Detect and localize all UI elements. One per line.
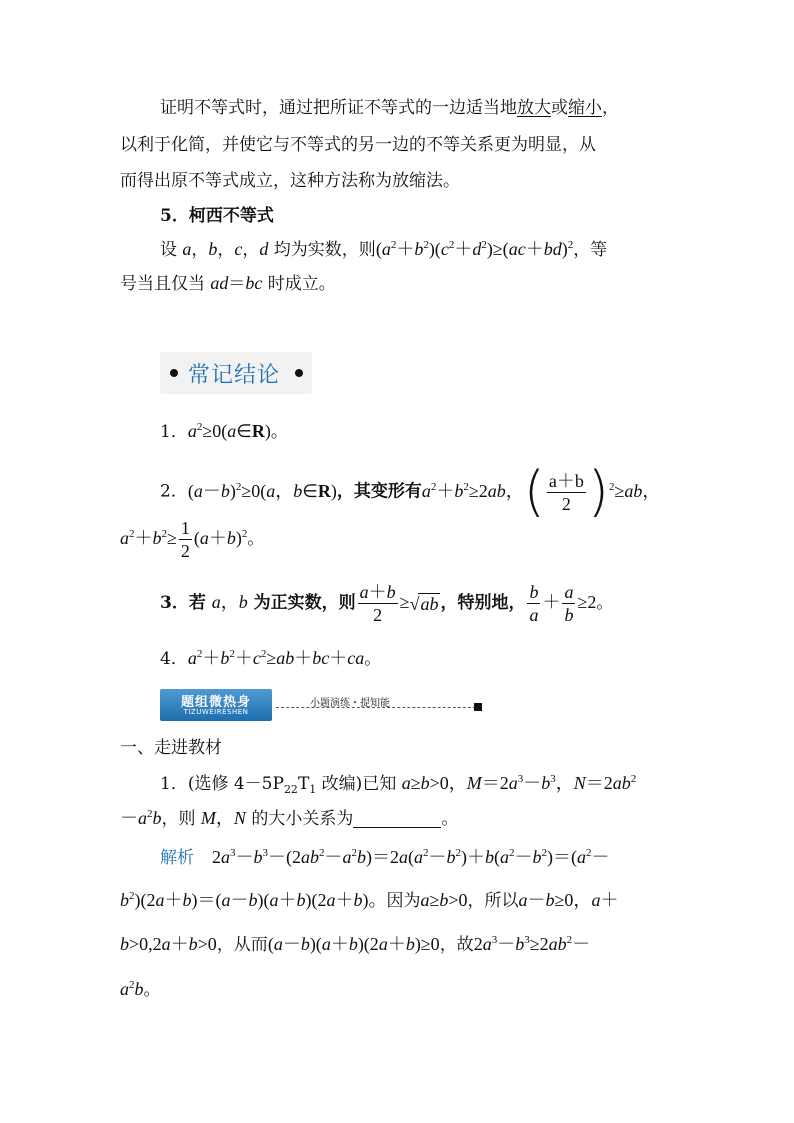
cauchy-text: 设 xyxy=(160,240,183,260)
result-3-tail: 。 xyxy=(596,593,614,613)
section-heading-box xyxy=(160,352,312,394)
banner-title: 题组微热身 xyxy=(180,695,251,710)
cauchy-text-4: 号当且仅当 xyxy=(120,274,211,294)
solution-line4: $a^2b$。 xyxy=(120,979,161,1000)
result-1-num: 1． xyxy=(160,422,188,442)
q1-text-e: 的大小关系为 xyxy=(245,809,354,829)
frac-den: 2 xyxy=(180,541,190,561)
section-heading: 常记结论 xyxy=(188,363,281,388)
result-3-text-2: ，特别地， xyxy=(440,593,526,613)
cauchy-text-3: ，等 xyxy=(573,240,608,260)
solution-line1: 解析 $2a^3-b^3-(2ab^2-a^2b)=2a(a^2-b^2)+b(a^2-b^2)=(a^2-$ xyxy=(160,847,610,868)
result-4: 4．$a^2+b^2+c^2\ge ab+bc+ca$。 xyxy=(160,648,382,669)
result-2-tail: 。 xyxy=(247,529,265,549)
solution-line2: $b^2)(2a+b)=(a-b)(a+b)(2a+b)$。因为a≥b>0，所以a－b≥0，a＋ xyxy=(120,890,619,911)
cauchy-formula: $(a^2+b^2)(c^2+d^2)\ge(ac+bd)^2$ xyxy=(375,239,574,259)
result-4-num: 4． xyxy=(160,649,188,669)
math-vars: a xyxy=(182,239,192,259)
q1-sub: 22 xyxy=(283,783,298,796)
banner-subtitle: 小题演练・提知能 xyxy=(310,698,390,709)
cauchy-text-5: 时成立。 xyxy=(262,274,336,294)
q1-text-b: T xyxy=(297,774,310,794)
answer-blank xyxy=(353,809,441,828)
cauchy-line2: 号当且仅当 ad＝bc 时成立。 xyxy=(120,273,336,294)
solution-text: 因为 xyxy=(386,891,421,911)
result-2-text: ，其变形有 xyxy=(336,481,422,502)
cauchy-text-2: 均为实数，则 xyxy=(268,240,376,260)
solution-end: 。 xyxy=(143,980,161,1000)
q1-text: 1．(选修 4－5P xyxy=(160,774,284,794)
result-3: 3．若 a，b 为正实数，则 $\frac{a+b}{2}$ ≥√ab ，特别地， $\frac{b}{a}$ ＋ $\frac{a}{b}$ ≥2。 xyxy=(160,582,614,625)
underlined-fangda: 放大 xyxy=(517,98,551,118)
frac-den: 2 xyxy=(561,493,571,514)
square-end-icon xyxy=(474,703,482,711)
para1-punct: ， xyxy=(602,98,619,118)
q1-text-d: ，则 xyxy=(161,809,201,829)
fraction-amgm: $\frac{a+b}{2}$ xyxy=(359,582,396,625)
para1-line2: 以利于化简，并使它与不等式的另一边的不等关系更为明显，从 xyxy=(120,135,596,155)
question-1-line2: $-a^2b$，则 M，N 的大小关系为 。 xyxy=(120,808,459,829)
result-1: 1．$a^2\ge 0(a\in R)$。 xyxy=(160,421,288,442)
result-3-text: 为正实数，则 xyxy=(247,593,356,613)
cauchy-title: 5．柯西不等式 xyxy=(160,206,274,226)
result-4-tail: 。 xyxy=(364,649,382,669)
result-1-tail: 。 xyxy=(270,422,288,442)
underlined-suoxiao: 缩小 xyxy=(568,98,602,118)
banner-pinyin: TIZUWEIRESHEN xyxy=(183,708,249,716)
solution-line3: b>0,2a＋b>0，从而(a－b)(a＋b)(2a＋b)≥0，故$2a^3-b^3\ge 2ab^2-$ xyxy=(120,934,591,955)
para1-line1 xyxy=(160,96,619,120)
frac-num: a＋b xyxy=(548,470,584,491)
exercise-section: 一、走进教材 xyxy=(120,738,222,758)
question-1: 1．(选修 $4-5P_{22}T_1$ 改编)已知 a≥b>0，$M=2a^3-b^3$，$N=2ab^2$ xyxy=(160,773,637,796)
fraction xyxy=(547,470,586,515)
para1-text-mid: 或 xyxy=(551,98,568,118)
cauchy-equality: ad xyxy=(210,273,229,293)
para1-text: 证明不等式时，通过把所证不等式的一边适当地 xyxy=(160,98,517,118)
para1-line3: 而得出原不等式成立，这种方法称为放缩法。 xyxy=(120,171,460,191)
cauchy-line1: 设 a，b，c，d 均为实数，则$(a^2+b^2)(c^2+d^2)\ge(ac+bd)^2$，等 xyxy=(160,239,608,260)
fraction-half xyxy=(179,517,192,562)
q1-end: 。 xyxy=(441,809,459,829)
solution-text-2: ，所以 xyxy=(467,891,519,911)
result-2: 2．$(a-b)^2\ge 0(a$，b∈R)，其变形有$a^2+b^2\ge 2ab$，( $\frac{a+b}{2}$ )$^2$≥ab， xyxy=(160,460,661,523)
q1-text-c: 改编)已知 xyxy=(316,774,402,794)
q1-sub-2: 1 xyxy=(309,783,317,796)
solution-text-3: ，从而 xyxy=(216,935,268,955)
sqrt-ab: √ab xyxy=(409,593,439,614)
bullet-dot-icon xyxy=(295,369,303,377)
frac-num: 1 xyxy=(180,518,190,538)
result-2-line2: $a^2+b^2\ge$ $\frac{1}{2}$ $(a+b)^2$。 xyxy=(120,518,265,561)
solution-label: 解析 xyxy=(160,848,194,868)
result-3-num: 3．若 xyxy=(160,593,212,613)
section-banner xyxy=(160,689,482,721)
solution-text-4: ，故 xyxy=(439,935,474,955)
result-2-num: 2． xyxy=(160,481,188,502)
bullet-dot-icon xyxy=(170,369,178,377)
